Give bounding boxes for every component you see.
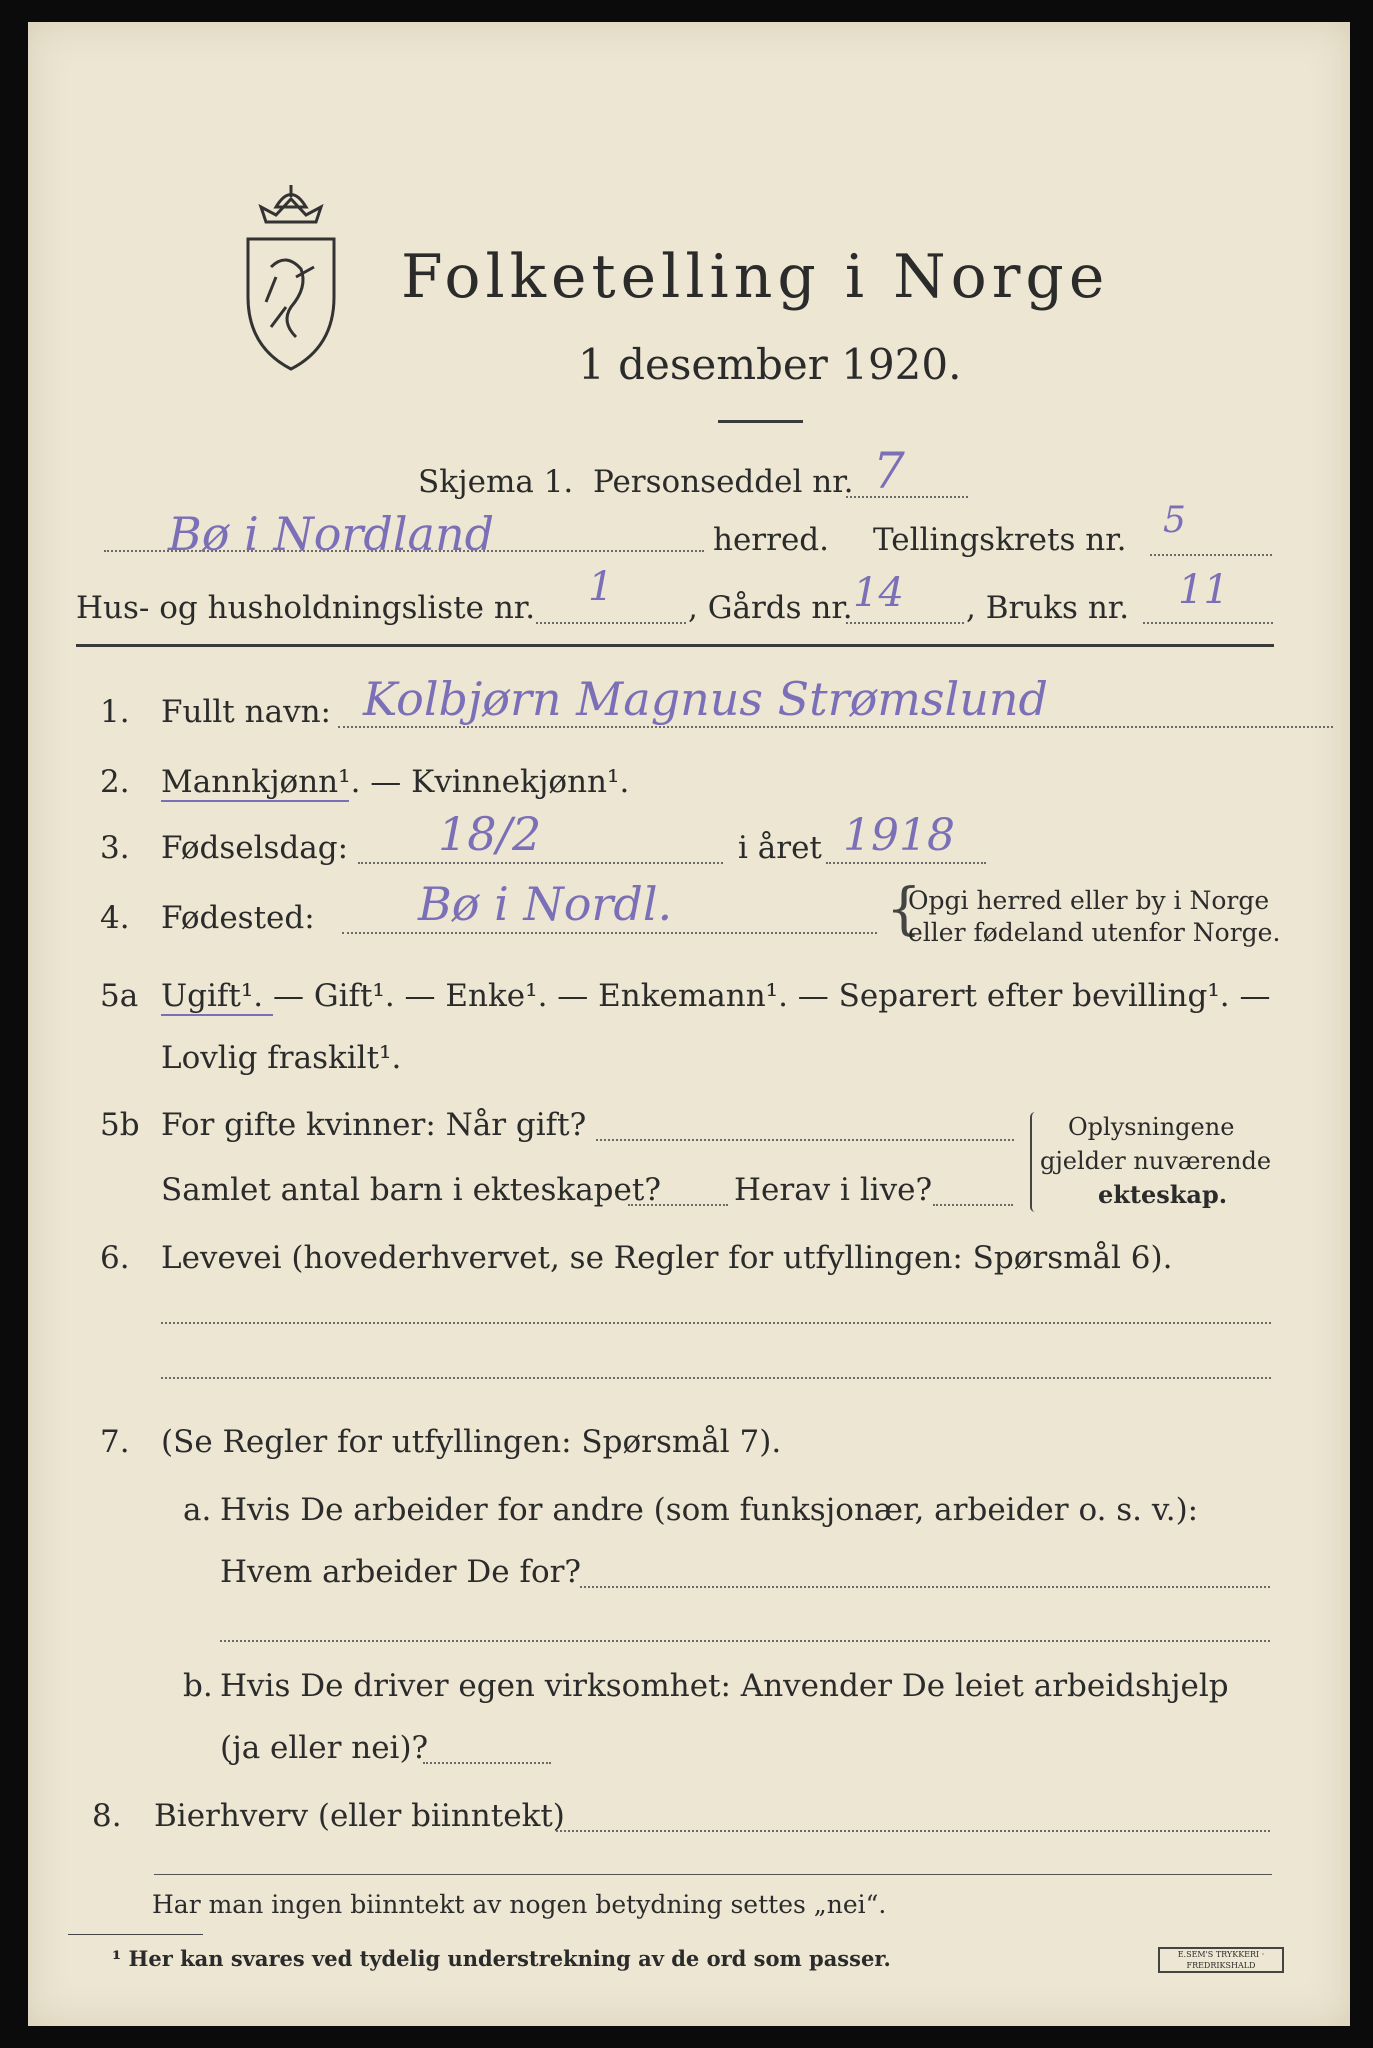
schema-label: Skjema 1. — [418, 464, 574, 500]
footnote: ¹ Her kan svares ved tydelig understrekning av de ord som passer. — [112, 1946, 891, 1971]
q7b-letter: b. — [183, 1668, 213, 1704]
q3-label: Fødselsdag: — [161, 830, 349, 866]
title-divider — [718, 420, 803, 423]
q5a-number: 5a — [100, 978, 139, 1014]
q6-answer-line-2[interactable] — [161, 1377, 1271, 1379]
birthday-value[interactable]: 18/2 — [438, 807, 542, 861]
option-ugift[interactable]: Ugift¹. — [161, 978, 264, 1014]
q5b-label-2: Samlet antal barn i ekteskapet? — [161, 1172, 661, 1208]
herred-value[interactable]: Bø i Nordland — [168, 507, 495, 561]
personseddel-label: Personseddel nr. — [593, 464, 854, 500]
q5b-note-1: Oplysningene — [1068, 1113, 1235, 1141]
bruks-label: , Bruks nr. — [966, 590, 1130, 626]
q5b-number: 5b — [100, 1107, 140, 1143]
option-other-status[interactable]: — Gift¹. — Enke¹. — Enkemann¹. — Separert efter bevilling¹. — — [263, 978, 1271, 1014]
q7-number: 7. — [100, 1424, 130, 1460]
gards-value[interactable]: 14 — [853, 570, 904, 616]
full-name-value[interactable]: Kolbjørn Magnus Strømslund — [363, 672, 1048, 726]
q5b-label-1: For gifte kvinner: Når gift? — [161, 1107, 587, 1143]
q7a-answer-line-2[interactable] — [220, 1640, 1270, 1642]
q7b-line-2: (ja eller nei)? — [220, 1730, 429, 1766]
coat-of-arms-icon — [236, 177, 346, 377]
q5b-note-3: ekteskap. — [1098, 1180, 1228, 1209]
q8-label: Bierhverv (eller biinntekt) — [154, 1798, 565, 1834]
printer-mark: E.SEM'S TRYKKERI · FREDRIKSHALD — [1158, 1947, 1284, 1973]
q1-number: 1. — [100, 694, 130, 730]
bruks-value[interactable]: 11 — [1178, 567, 1229, 613]
q7b-line-1: Hvis De driver egen virksomhet: Anvender De leiet arbeidshjelp — [220, 1668, 1229, 1704]
q8-answer-line[interactable] — [556, 1830, 1270, 1832]
q7b-answer-line[interactable] — [423, 1762, 551, 1764]
mannkjonn-underline — [161, 800, 349, 802]
tellingskrets-label: Tellingskrets nr. — [873, 522, 1127, 558]
q5a-options — [161, 978, 1270, 1014]
q4-label: Fødested: — [161, 900, 315, 936]
q7a-line-1: Hvis De arbeider for andre (som funksjonær, arbeider o. s. v.): — [220, 1492, 1199, 1528]
gards-label: , Gårds nr. — [688, 590, 853, 626]
q6-answer-line-1[interactable] — [161, 1322, 1271, 1324]
q5a-line2[interactable]: Lovlig fraskilt¹. — [161, 1040, 402, 1076]
q7a-letter: a. — [183, 1492, 212, 1528]
birthplace-note-2: eller fødeland utenfor Norge. — [908, 918, 1281, 947]
option-kvinnekjonn[interactable]: Kvinnekjønn¹. — [411, 764, 630, 800]
year-label: i året — [738, 830, 822, 866]
header-rule — [76, 644, 1274, 647]
q2-number: 2. — [100, 764, 130, 800]
form-title: Folketelling i Norge — [401, 242, 1110, 312]
q2-options: Mannkjønn¹. — Kvinnekjønn¹. — [161, 764, 630, 800]
birthplace-note-1: Opgi herred eller by i Norge — [908, 886, 1270, 915]
q1-label: Fullt navn: — [161, 694, 331, 730]
hus-label: Hus- og husholdningsliste nr. — [76, 590, 536, 626]
biinntekt-note: Har man ingen biinntekt av nogen betydning settes „nei“. — [152, 1890, 887, 1919]
option-mannkjonn[interactable]: Mannkjønn¹. — [161, 764, 361, 800]
q7a-answer-line-1[interactable] — [580, 1586, 1270, 1588]
q4-number: 4. — [100, 900, 130, 936]
q6-label: Levevei (hovederhvervet, se Regler for utfyllingen: Spørsmål 6). — [161, 1240, 1173, 1276]
personseddel-value[interactable]: 7 — [873, 442, 905, 500]
q3-number: 3. — [100, 830, 130, 866]
q8-number: 8. — [92, 1798, 122, 1834]
birthplace-value[interactable]: Bø i Nordl. — [418, 877, 673, 931]
tellingskrets-value[interactable]: 5 — [1163, 500, 1186, 541]
q7a-line-2: Hvem arbeider De for? — [220, 1554, 582, 1590]
hus-value[interactable]: 1 — [588, 564, 614, 610]
birth-year-value[interactable]: 1918 — [843, 810, 955, 861]
q7-label: (Se Regler for utfyllingen: Spørsmål 7). — [161, 1424, 782, 1460]
q5b-label-3: Herav i live? — [734, 1172, 933, 1208]
q5b-note-2: gjelder nuværende — [1040, 1147, 1272, 1175]
herred-label: herred. — [713, 522, 829, 558]
census-form: Folketelling i Norge 1 desember 1920. Skjema 1. Personseddel nr. 7 Bø i Nordland herred. Tellingskrets nr. 5 Hus- og husholdningsliste nr. 1 , Gårds nr. 14 , Bruks nr. 11 1. Fullt navn: Kolbjørn Magnus Strømslund 2. Mannkjønn¹. — Kvinnekjønn¹. 3. Fødselsdag: 18/2 i året 1918 4. Fødested: Bø i Nordl. { Opgi herred eller by i Norge eller fødeland utenfor Norge. 5a Ugift¹. — Gift¹. — Enke¹. — Enkemann¹. — Separert efter bevilling¹. — Lovlig fraskilt¹. 5b For gifte kvinner: Når gift? Samlet antal barn i ekteskapet? Herav i live? Oplysningene gjelder nuværende ekteskap. 6. Levevei (hovederhvervet, se Regler for utfyllingen: Spørsmål 6). 7. (Se Regler for utfyllingen: Spørsmål 7). a. Hvis De arbeider for andre (som funksjonær, arbeider o. s. v.): Hvem arbeider De for? b. Hvis De driver egen virksomhet: Anvender De leiet arbeidshjelp (ja eller nei)? 8. Bierhverv (eller biinntekt) Har man ingen biinntekt av nogen betydning settes „nei“. ¹ Her kan svares ved tydelig understrekning av de ord som passer. E.SEM'S TRYKKERI · FREDRIKSHALD — [28, 22, 1350, 2026]
census-date: 1 desember 1920. — [578, 340, 962, 389]
q6-number: 6. — [100, 1240, 130, 1276]
ugift-underline — [161, 1014, 273, 1016]
